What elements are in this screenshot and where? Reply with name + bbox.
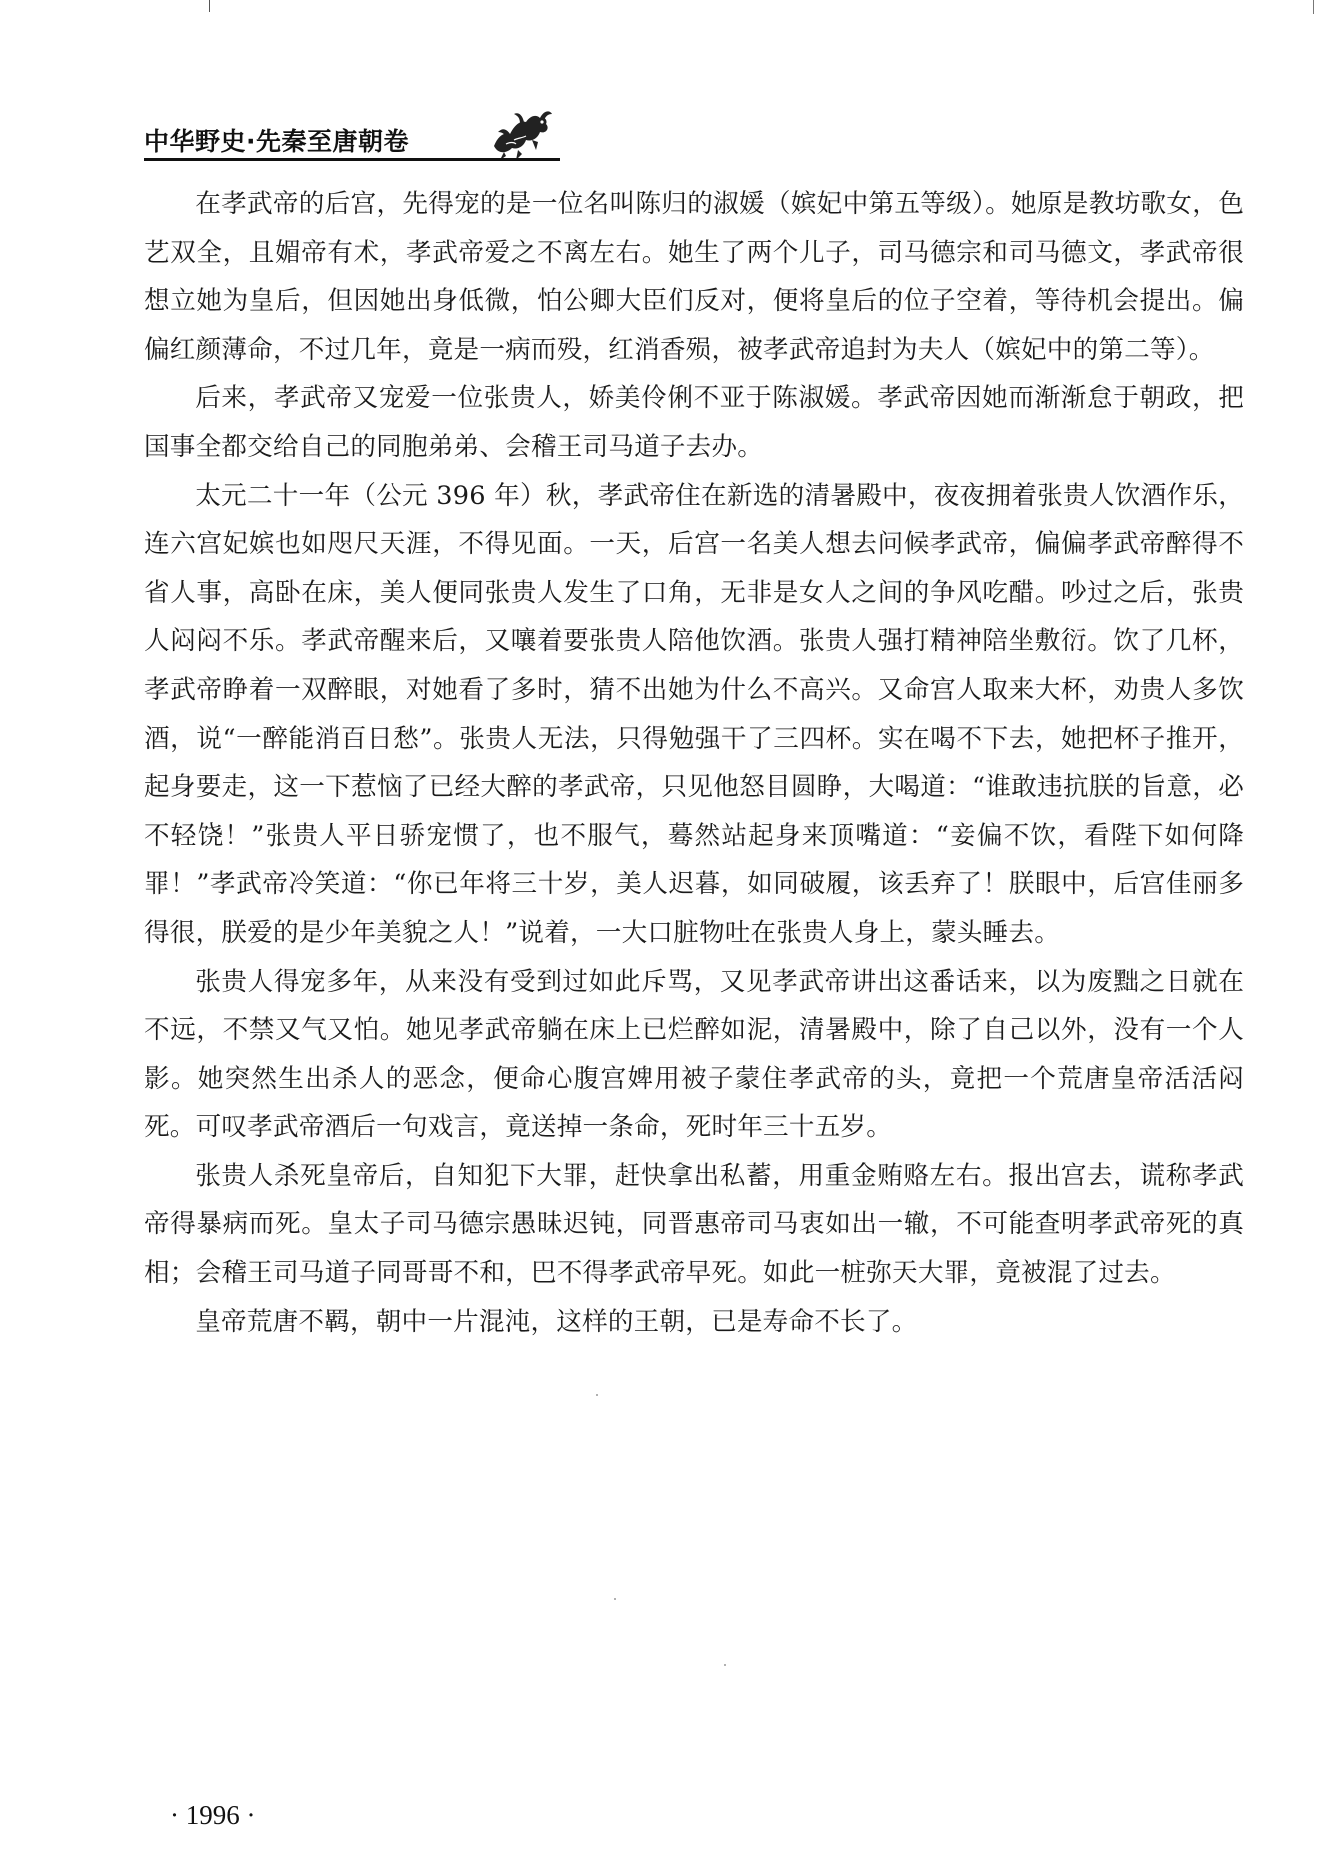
paragraph: 太元二十一年（公元 396 年）秋，孝武帝住在新选的清暑殿中，夜夜拥着张贵人饮酒作乐，连六宫妃嫔也如咫尺天涯，不得见面。一天，后宫一名美人想去问候孝武帝，偏偏孝武帝醉得不省人事，高卧在床，美人便同张贵人发生了口角，无非是女人之间的争风吃醋。吵过之后，张贵人闷闷不乐。孝武帝醒来后，又嚷着要张贵人陪他饮酒。张贵人强打精神陪坐敷衍。饮了几杯，孝武帝睁着一双醉眼，对她看了多时，猜不出她为什么不高兴。又命宫人取来大杯，劝贵人多饮酒，说“一醉能消百日愁”。张贵人无法，只得勉强干了三四杯。实在喝不下去，她把杯子推开，起身要走，这一下惹恼了已经大醉的孝武帝，只见他怒目圆睁，大喝道：“谁敢违抗朕的旨意，必不轻饶！”张贵人平日骄宠惯了，也不服气，蓦然站起身来顶嘴道：“妾偏不饮，看陛下如何降罪！”孝武帝冷笑道：“你已年将三十岁，美人迟暮，如同破履，该丢弃了！朕眼中，后宫佳丽多得很，朕爱的是少年美貌之人！”说着，一大口脏物吐在张贵人身上，蒙头睡去。	[144, 480, 1244, 948]
dragon-emblem-icon	[484, 106, 558, 162]
page-number: · 1996 ·	[170, 1800, 256, 1830]
paragraph: 张贵人杀死皇帝后，自知犯下大罪，赶快拿出私蓄，用重金贿赂左右。报出宫去，谎称孝武帝得暴病而死。皇太子司马德宗愚昧迟钝，同晋惠帝司马衷如出一辙，不可能查明孝武帝死的真相；会稽王司马道子同哥哥不和，巴不得孝武帝早死。如此一桩弥天大罪，竟被混了过去。	[144, 1160, 1244, 1289]
running-header	[144, 112, 560, 158]
scan-speck	[724, 1664, 726, 1666]
paragraph: 后来，孝武帝又宠爱一位张贵人，娇美伶俐不亚于陈淑媛。孝武帝因她而渐渐怠于朝政，把国事全都交给自己的同胞弟弟、会稽王司马道子去办。	[144, 383, 1244, 462]
paragraph: 张贵人得宠多年，从来没有受到过如此斥骂，又见孝武帝讲出这番话来，以为废黜之日就在不远，不禁又气又怕。她见孝武帝躺在床上已烂醉如泥，清暑殿中，除了自己以外，没有一个人影。她突然生出杀人的恶念，便命心腹宫婢用被子蒙住孝武帝的头，竟把一个荒唐皇帝活活闷死。可叹孝武帝酒后一句戏言，竟送掉一条命，死时年三十五岁。	[144, 966, 1244, 1143]
body-text	[144, 180, 1244, 1346]
scan-speck	[596, 1394, 598, 1396]
paragraph: 在孝武帝的后宫，先得宠的是一位名叫陈归的淑媛（嫔妃中第五等级）。她原是教坊歌女，色艺双全，且媚帝有术，孝武帝爱之不离左右。她生了两个儿子，司马德宗和司马德文，孝武帝很想立她为皇后，但因她出身低微，怕公卿大臣们反对，便将皇后的位子空着，等待机会提出。偏偏红颜薄命，不过几年，竟是一病而殁，红消香殒，被孝武帝追封为夫人（嫔妃中的第二等）。	[144, 189, 1244, 365]
scan-speck	[614, 1598, 616, 1600]
crop-mark	[1313, 0, 1322, 14]
book-title: 中华野史·先秦至唐朝卷	[144, 127, 409, 156]
crop-mark	[209, 0, 210, 12]
paragraph: 皇帝荒唐不羁，朝中一片混沌，这样的王朝，已是寿命不长了。	[195, 1306, 918, 1337]
header-rule	[144, 158, 560, 161]
